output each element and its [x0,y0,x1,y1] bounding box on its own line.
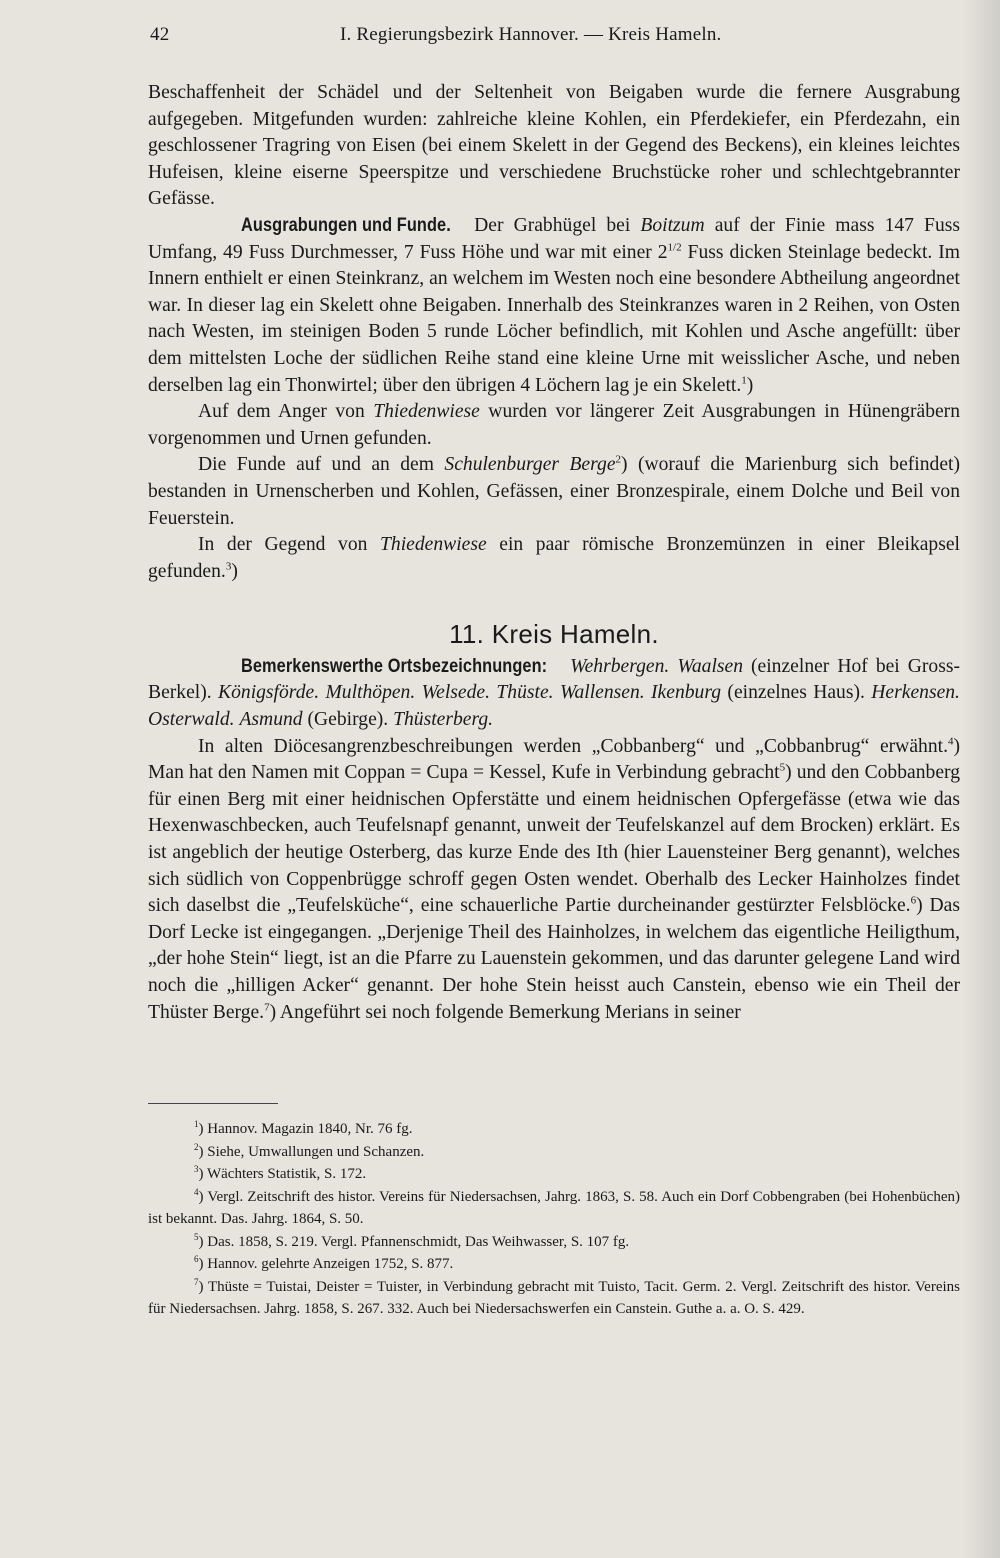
section-heading-place-names: Bemerkenswerthe Ortsbezeichnungen: [241,655,548,677]
section-heading-excavations: Ausgrabungen und Funde. [241,214,451,236]
footnote-3: $^3$) Wächters Statistik, S. 172. [194,1164,367,1182]
page-number: 42 [150,24,170,45]
footnote-1: $^1$) Hannov. Magazin 1840, Nr. 76 fg. [194,1119,413,1137]
paragraph-5: In der Gegend von Thiedenwiese ein paar römische Bronzemünzen in einer Bleikapsel gefunden.$^3$) [148,534,960,582]
fraction: 1/2 [667,241,682,254]
footnote-ref-2[interactable]: 2 [615,453,622,466]
paragraph-place-names: Bemerkenswerthe Ortsbezeichnungen: Wehrbergen. Waalsen (einzelner Hof bei Gross-Berkel). Königsförde. Multhöpen. Welsede. Thüste. Wallensen. Ikenburg (einzelnes Haus). Herkensen. Osterwald. Asmund (Gebirge). Thüsterberg. [148,655,960,731]
footnote-5: $^5$) Das. 1858, S. 219. Vergl. Pfannenschmidt, Das Weihwasser, S. 107 fg. [194,1231,630,1250]
footnote-2: $^2$) Siehe, Umwallungen und Schanzen. [194,1141,425,1160]
page-edge-shadow [962,0,1000,1558]
footnote-4: $^4$) Vergl. Zeitschrift des histor. Vereins für Niedersachsen, Jahrg. 1863, S. 58. Auch ein Dorf Cobbengraben (bei Hohenbüchen) ist bekannt. Das. Jahrg. 1864, S. 50. [148,1186,960,1227]
footnote-6: $^6$) Hannov. gelehrte Anzeigen 1752, S. 877. [194,1254,454,1272]
place-name: Boitzum [640,214,705,236]
paragraph-1: Beschaffenheit der Schädel und der Seltenheit von Beigaben wurde die fernere Ausgrabung aufgegeben. Mitgefunden wurden: zahlreiche kleine Kohlen, ein Pferdekiefer, ein Pferdezahn, ein geschlossener Tragring von Eisen (bei einem Skelett in der Gegend des Beckens), ein kleines leichtes Hufeisen, kleine eiserne Speerspitze und verschiedene Bruchstücke roher und schlechtgebrannter Gefässe. [148,82,960,210]
running-header [150,24,960,54]
paragraph-cobbanberg: In alten Diöcesangrenzbeschreibungen werden „Cobbanberg“ und „Cobbanbrug“ erwähnt.$^4$) Man hat den Namen mit Coppan = Cupa = Kessel, Kufe in Verbindung gebracht$^5$) und den Cobbanberg für einen Berg mit einer heidnischen Opferstätte und einem heidnischen Opfergefässe (etwa wie das Hexenwaschbecken, auch Teufelsnapf genannt, unweit der Teufelskanzel auf dem Brocken) erklärt. Es ist angeblich der heutige Osterberg, das kurze Ende des Ith (hier Lauensteiner Berg genannt), welches sich südlich von Coppenbrügge schroff gegen Osten wendet. Oberhalb des Lecker Hainholzes findet sich daselbst die „Teufelsküche“, eine schauerliche Partie durcheinander gestürzter Felsblöcke.$^6$) Das Dorf Lecke ist eingegangen. „Derjenige Theil des Hainholzes, in welchem das eigentliche Heiligthum, „der hohe Stein“ liegt, ist an die Pfarre zu Lauenstein gekommen, und das darunter gelegene Land wird noch die „hilligen Acker“ genannt. Der hohe Stein heisst auch Canstein, ebenso wie ein Theil der Thüster Berge.$^7$) Angeführt sei noch folgende Bemerkung Merians in seiner [148,735,960,1023]
place-name: Thiedenwiese [373,401,480,423]
footnote-ref-4[interactable]: 4 [947,735,954,748]
footnote-ref-6[interactable]: 6 [910,894,917,907]
footnotes [148,1118,960,1321]
main-text [148,80,960,1026]
paragraph-4: Die Funde auf und an dem Schulenburger Berge$^2$) (worauf die Marienburg sich befindet) bestanden in Urnenscherben und Kohlen, Gefässen, einer Bronzespirale, einem Dolche und Beil von Feuerstein. [148,453,960,529]
place-name: Thiedenwiese [380,534,487,556]
footnote-ref-1[interactable]: 1 [741,374,747,386]
footnote-7: $^7$) Thüste = Tuistai, Deister = Tuister, in Verbindung gebracht mit Tuisto, Tacit. Germ. 2. Vergl. Zeitschrift des histor. Vereins für Niedersachsen. Jahrg. 1858, S. 267. 332. Auch bei Niedersachswerfen ein Canstein. Guthe a. a. O. S. 429. [148,1276,960,1317]
paragraph-2: Ausgrabungen und Funde. Der Grabhügel bei Boitzum auf der Finie mass 147 Fuss Umfang, 49 Fuss Durchmesser, 7 Fuss Höhe und war mit einer $2^{1/2}$ Fuss dicken Steinlage bedeckt. Im Innern enthielt er einen Steinkranz, an welchem im Westen noch eine besondere Abtheilung angeordnet war. In dieser lag ein Skelett ohne Beigaben. Innerhalb des Steinkranzes waren in 2 Reihen, von Osten nach Westen, im steinigen Boden 5 runde Löcher befindlich, mit Kohlen und Asche angefüllt: über dem mittelsten Loche der südlichen Reihe stand eine kleine Urne mit weisslicher Asche, und neben derselben lag ein Thonwirtel; über den übrigen 4 Löchern lag je ein Skelett.$^1$) [148,214,960,396]
paragraph-3: Auf dem Anger von Thiedenwiese wurden vor längerer Zeit Ausgrabungen in Hünengräbern vorgenommen und Urnen gefunden. [148,401,961,449]
running-title: I. Regierungsbezirk Hannover. — Kreis Hameln. [340,24,722,45]
footnote-ref-7[interactable]: 7 [264,1001,270,1014]
footnote-ref-5[interactable]: 5 [779,761,786,774]
chapter-title: 11. Kreis Hameln. [449,619,659,650]
footnote-ref-3[interactable]: 3 [225,560,232,573]
place-name: Schulenburger Berge [444,454,616,476]
footnote-divider [148,1103,278,1104]
